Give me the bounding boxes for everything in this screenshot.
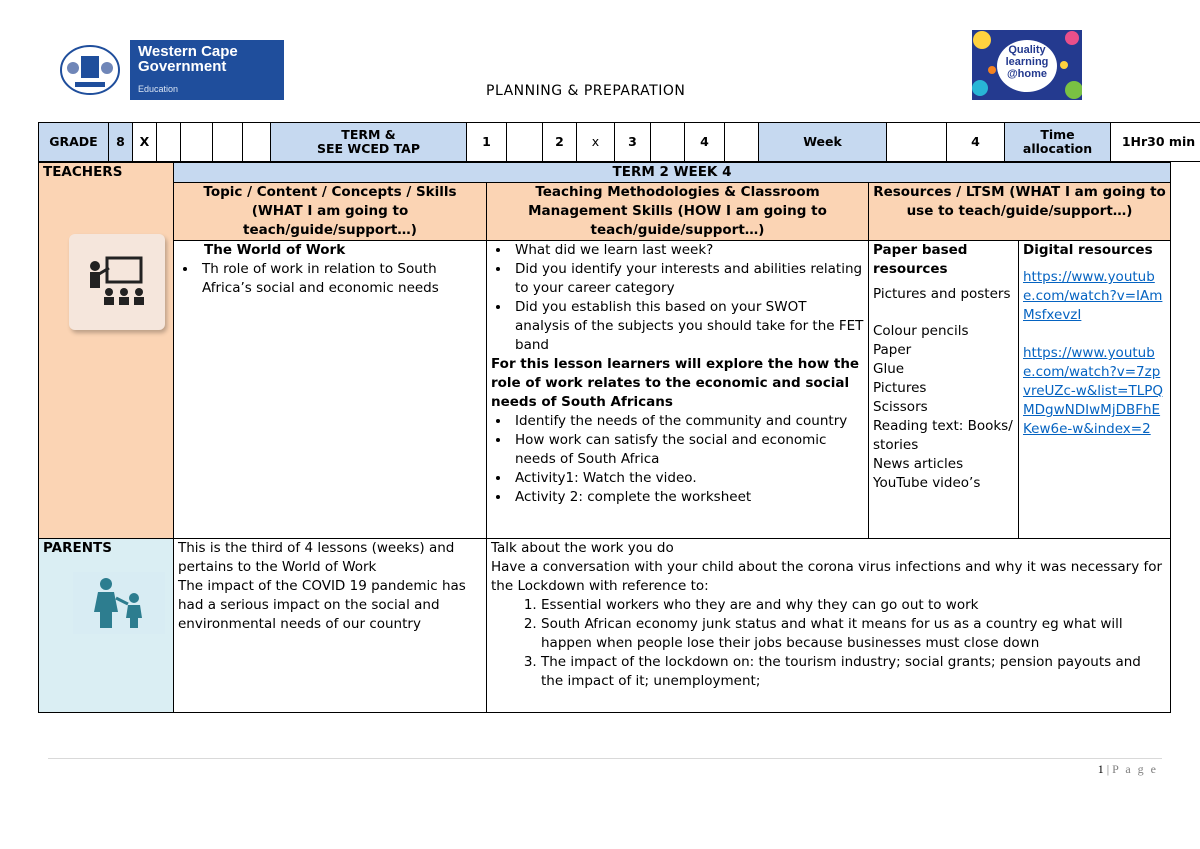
method-item: • Identify the needs of the community and country bbox=[511, 412, 864, 431]
methodology-content bbox=[487, 241, 869, 539]
time-value: 1Hr30 min bbox=[1111, 123, 1200, 162]
parents-line: Talk about the work you do bbox=[491, 540, 674, 556]
method-item: • What did we learn last week? bbox=[511, 241, 864, 260]
method-item: • Did you establish this based on your SWOT analysis of the subjects you should take for the FET band bbox=[511, 298, 864, 355]
grade-mark: X bbox=[133, 123, 157, 162]
topic-heading: Topic / Content / Concepts / Skills (WHAT I am going to teach/guide/support…) bbox=[174, 183, 487, 241]
paper-list bbox=[873, 322, 1014, 493]
term-4: 4 bbox=[685, 123, 725, 162]
week-value: 4 bbox=[947, 123, 1005, 162]
term-label: TERM & SEE WCED TAP bbox=[271, 123, 467, 162]
parents-guidance bbox=[487, 539, 1171, 713]
blank-cell bbox=[887, 123, 947, 162]
blank-cell bbox=[213, 123, 243, 162]
parents-cell bbox=[39, 539, 174, 713]
teachers-cell bbox=[39, 163, 174, 539]
paper-item: Glue bbox=[873, 361, 905, 377]
page-footer: 1 | P a g e bbox=[1097, 762, 1158, 776]
blank-cell bbox=[725, 123, 759, 162]
parents-line: Have a conversation with your child about the corona virus infections and why it was necessary for the Lockdown with reference to: bbox=[491, 559, 1163, 594]
term-3: 3 bbox=[615, 123, 651, 162]
header-table bbox=[38, 122, 1200, 162]
logo-text-line2: Government bbox=[138, 58, 227, 75]
ql-text-2: learning bbox=[1005, 56, 1049, 68]
western-cape-logo bbox=[50, 40, 284, 100]
term-2-mark: x bbox=[577, 123, 615, 162]
time-label: Time allocation bbox=[1005, 123, 1111, 162]
method-item: • Did you identify your interests and abilities relating to your career category bbox=[511, 260, 864, 298]
planning-table bbox=[38, 162, 1171, 713]
blank-cell bbox=[181, 123, 213, 162]
paper-item: Scissors bbox=[873, 399, 928, 415]
parents-item: 1. Essential workers who they are and why they can go out to work bbox=[541, 596, 1166, 615]
blank-cell bbox=[157, 123, 181, 162]
method-item: • How work can satisfy the social and economic needs of South Africa bbox=[511, 431, 864, 469]
method-bold-text: For this lesson learners will explore the how the role of work relates to the economic and social needs of South Africans bbox=[491, 356, 860, 410]
term-2: 2 bbox=[543, 123, 577, 162]
blank-cell bbox=[243, 123, 271, 162]
topic-bullet: • Th role of work in relation to South Africa’s social and economic needs bbox=[198, 260, 482, 298]
paper-item: Reading text: Books/ stories bbox=[873, 418, 1013, 453]
paper-item: Pictures bbox=[873, 380, 927, 396]
ql-text-1: Quality bbox=[1008, 44, 1046, 56]
parents-item: 3. The impact of the lockdown on: the tourism industry; social grants; pension payouts and the impact of it; unemployment; bbox=[541, 653, 1166, 691]
paper-item: News articles bbox=[873, 456, 964, 472]
week-label: Week bbox=[759, 123, 887, 162]
parent-child-icon bbox=[73, 572, 165, 634]
grade-label: GRADE bbox=[39, 123, 109, 162]
blank-cell bbox=[507, 123, 543, 162]
term-week-heading: TERM 2 WEEK 4 bbox=[174, 163, 1171, 183]
ql-text-3: @home bbox=[1006, 68, 1048, 80]
parents-label: PARENTS bbox=[43, 540, 112, 556]
methodology-heading: Teaching Methodologies & Classroom Management Skills (HOW I am going to teach/guide/support…) bbox=[487, 183, 869, 241]
coat-of-arms-icon bbox=[50, 40, 130, 100]
logo-text-line1: Western Cape bbox=[138, 43, 238, 60]
digital-title: Digital resources bbox=[1023, 242, 1153, 258]
teachers-label: TEACHERS bbox=[43, 164, 123, 180]
topic-content bbox=[174, 241, 487, 539]
paper-title: Paper based resources bbox=[873, 242, 968, 277]
parents-intro: This is the third of 4 lessons (weeks) and pertains to the World of Work The impact of the COVID 19 pandemic has had a serious impact on the social and environmental needs of our country bbox=[174, 539, 487, 713]
teacher-presentation-icon bbox=[69, 234, 165, 330]
paper-item: Paper bbox=[873, 342, 912, 358]
method-item: • Activity1: Watch the video. bbox=[511, 469, 864, 488]
footer-divider bbox=[48, 758, 1162, 759]
youtube-link-2[interactable]: https://www.youtube.com/watch?v=7zpvreUZc-w&list=TLPQMDgwNDIwMjDBFhEKew6e-w&index=2 bbox=[1023, 345, 1163, 437]
topic-title: The World of Work bbox=[204, 242, 346, 258]
term-1: 1 bbox=[467, 123, 507, 162]
paper-resources bbox=[869, 241, 1019, 539]
page-word: P a g e bbox=[1112, 762, 1158, 776]
youtube-link-1[interactable]: https://www.youtube.com/watch?v=IAmMsfxevzI bbox=[1023, 269, 1163, 323]
method-item: • Activity 2: complete the worksheet bbox=[511, 488, 864, 507]
page-title: PLANNING & PREPARATION bbox=[486, 83, 686, 99]
quality-learning-logo bbox=[972, 30, 1082, 100]
digital-resources bbox=[1019, 241, 1171, 539]
page-number: 1 bbox=[1097, 762, 1104, 776]
parents-item: 2. South African economy junk status and what it means for us as a country eg what will happen when people lose their jobs because businesses must close down bbox=[541, 615, 1166, 653]
logo-text-line3: Education bbox=[138, 84, 179, 94]
paper-item: Colour pencils bbox=[873, 323, 969, 339]
paper-item: YouTube video’s bbox=[873, 475, 981, 491]
paper-item: Pictures and posters bbox=[873, 286, 1011, 302]
grade-value: 8 bbox=[109, 123, 133, 162]
blank-cell bbox=[651, 123, 685, 162]
resources-heading: Resources / LTSM (WHAT I am going to use to teach/guide/support…) bbox=[869, 183, 1171, 241]
